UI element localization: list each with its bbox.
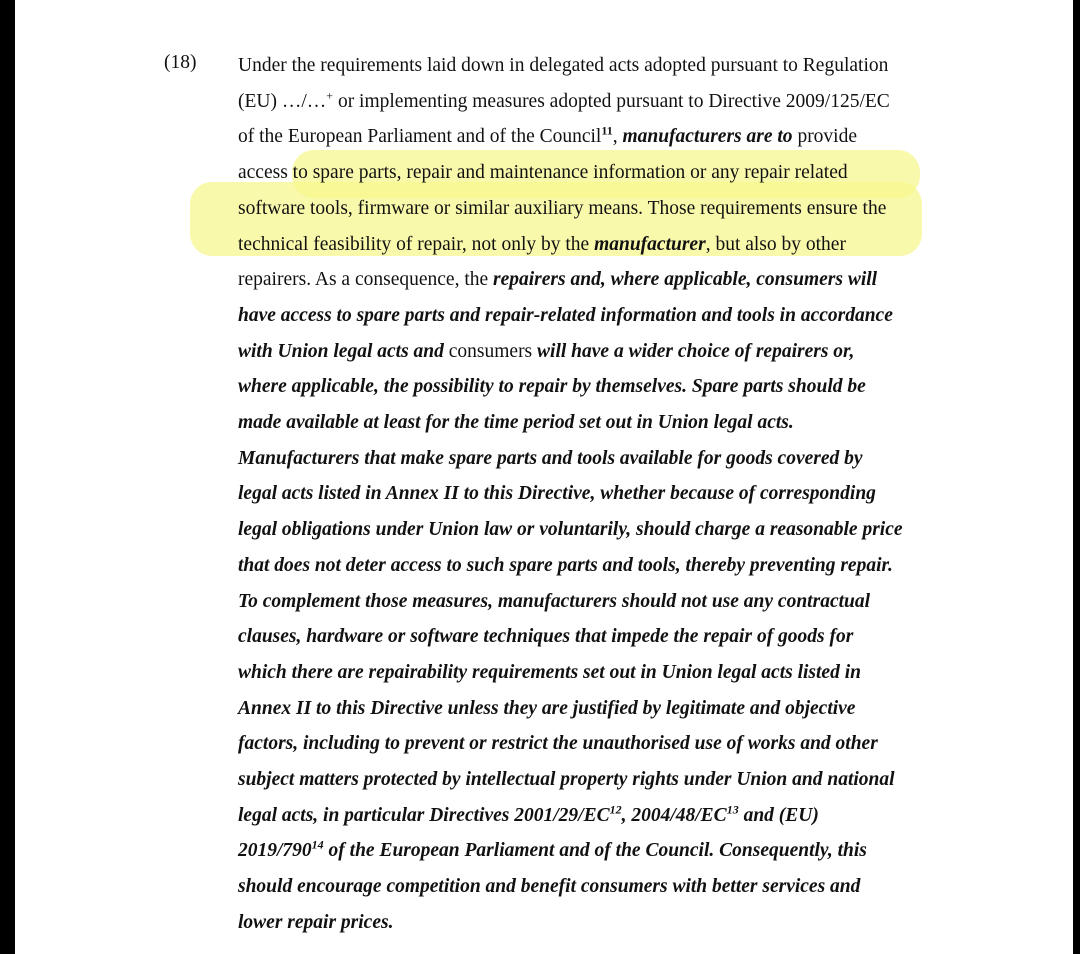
footnote-ref: 12	[609, 802, 622, 817]
text-line	[238, 875, 860, 899]
text-span: manufacturer	[594, 233, 706, 255]
left-black-border	[0, 0, 15, 954]
text-span: legal acts listed in Annex II to this Directive, whether because of corresponding	[238, 483, 876, 505]
text-line	[238, 340, 854, 364]
text-line	[238, 411, 794, 435]
text-line	[238, 661, 861, 685]
text-line	[238, 518, 903, 542]
text-line	[238, 697, 855, 721]
text-span: , but also by other	[705, 233, 846, 255]
footnote-ref: 14	[311, 837, 324, 852]
text-span: factors, including to prevent or restrict the unauthorised use of works and other	[238, 733, 878, 755]
text-span: ,	[612, 126, 623, 148]
text-span: which there are repairability requirements set out in Union legal acts listed in	[238, 661, 861, 683]
text-line	[238, 125, 857, 149]
text-span: legal obligations under Union law or voluntarily, should charge a reasonable price	[238, 519, 903, 541]
text-span: repairers and, where applicable, consumers will	[493, 269, 878, 291]
text-span: software tools, firmware or similar auxiliary means. Those requirements ensure the	[238, 197, 887, 219]
text-line	[238, 554, 893, 578]
text-span: manufacturers are to	[622, 126, 793, 148]
footnote-ref: +	[326, 88, 334, 103]
text-span: will have a wider choice of repairers or,	[537, 340, 855, 362]
text-line	[238, 233, 846, 257]
text-line	[238, 197, 886, 221]
text-span: consumers	[443, 340, 538, 362]
text-line	[238, 90, 890, 114]
text-span: or implementing measures adopted pursuant to Directive 2009/125/EC	[333, 90, 890, 112]
text-span: To complement those measures, manufacturers should not use any contractual	[238, 590, 871, 612]
text-span: subject matters protected by intellectual property rights under Union and national	[238, 769, 895, 790]
text-span: repairers. As a consequence, the	[238, 269, 494, 291]
text-span: provide	[792, 126, 858, 148]
text-span: Manufacturers that make spare parts and tools available for goods covered by	[238, 447, 863, 469]
right-black-border	[1073, 0, 1080, 954]
text-span: , 2004/48/EC	[621, 804, 727, 826]
text-span: have access to spare parts and repair-related information and tools in accordance	[238, 304, 893, 326]
text-line	[238, 161, 848, 185]
text-span: (EU) …/…	[238, 90, 327, 112]
text-span: should encourage competition and benefit consumers with better services and	[238, 876, 861, 898]
text-span: of the European Parliament and of the Council. Consequently, this	[323, 840, 867, 862]
text-span: with Union legal acts and	[238, 340, 444, 362]
text-span: of the European Parliament and of the Council	[238, 126, 602, 148]
text-line	[238, 482, 876, 506]
text-span: Annex II to this Directive unless they are justified by legitimate and objective	[238, 697, 856, 719]
text-line	[238, 732, 878, 756]
text-line	[238, 911, 393, 935]
text-line	[238, 590, 870, 614]
text-span: clauses, hardware or software techniques that impede the repair of goods for	[238, 626, 854, 648]
text-span: lower repair prices.	[238, 911, 394, 933]
text-line	[238, 375, 866, 399]
text-span: Under the requirements laid down in delegated acts adopted pursuant to Regulation	[238, 55, 889, 76]
text-span: access to spare parts, repair and maintenance information or any repair related	[238, 162, 848, 184]
text-span: that does not deter access to such spare parts and tools, thereby preventing repair.	[238, 554, 893, 576]
text-span: technical feasibility of repair, not only by the	[238, 233, 595, 255]
text-span: and (EU)	[738, 804, 819, 826]
text-line	[238, 447, 863, 471]
text-span: made available at least for the time period set out in Union legal acts.	[238, 412, 794, 433]
text-line	[238, 268, 877, 292]
text-span: where applicable, the possibility to repair by themselves. Spare parts should be	[238, 376, 866, 398]
text-line	[238, 54, 888, 78]
text-line	[238, 839, 867, 863]
footnote-ref: 11	[601, 123, 613, 138]
text-span: 2019/790	[238, 840, 312, 862]
text-line	[238, 768, 895, 792]
text-line	[238, 304, 893, 328]
text-line	[238, 804, 819, 828]
text-line	[238, 625, 853, 649]
paragraph-number: (18)	[164, 52, 197, 73]
text-span: legal acts, in particular Directives 2001/29/EC	[238, 804, 610, 826]
footnote-ref: 13	[726, 802, 739, 817]
